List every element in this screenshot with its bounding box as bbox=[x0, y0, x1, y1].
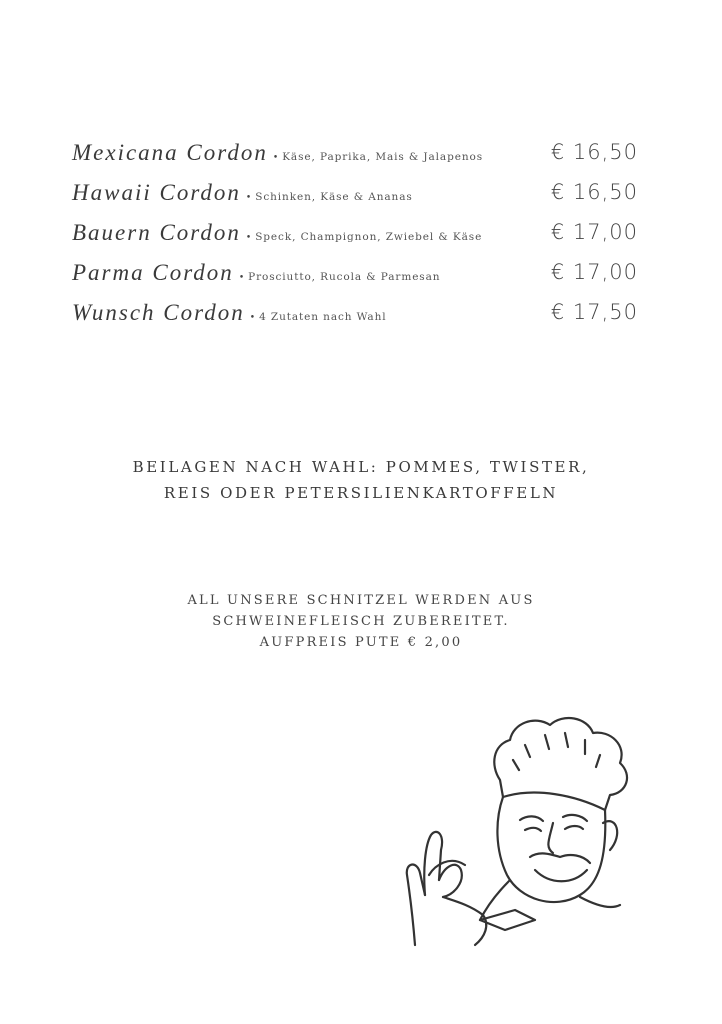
note-line: ALL UNSERE SCHNITZEL WERDEN AUS bbox=[187, 593, 535, 608]
menu-item bbox=[72, 180, 638, 220]
item-price: € 17,00 bbox=[550, 260, 638, 284]
item-price: € 17,50 bbox=[550, 300, 638, 324]
item-name: Parma Cordon bbox=[72, 260, 234, 285]
bullet: • bbox=[245, 193, 252, 203]
menu-list bbox=[72, 140, 638, 340]
bullet: • bbox=[245, 233, 252, 243]
item-description: Käse, Paprika, Mais & Jalapenos bbox=[282, 151, 483, 163]
item-price: € 16,50 bbox=[550, 180, 638, 204]
chef-illustration bbox=[395, 705, 645, 955]
bullet: • bbox=[238, 273, 245, 283]
bullet: • bbox=[249, 313, 256, 323]
item-name: Mexicana Cordon bbox=[72, 140, 268, 165]
item-description: 4 Zutaten nach Wahl bbox=[259, 311, 387, 323]
bullet: • bbox=[272, 153, 279, 163]
item-price: € 16,50 bbox=[550, 140, 638, 164]
side-dishes-note bbox=[0, 454, 722, 506]
item-name: Bauern Cordon bbox=[72, 220, 241, 245]
note-line: AUFPREIS PUTE € 2,00 bbox=[259, 635, 463, 650]
item-description: Prosciutto, Rucola & Parmesan bbox=[248, 271, 441, 283]
item-description: Speck, Champignon, Zwiebel & Käse bbox=[255, 231, 483, 243]
menu-item bbox=[72, 300, 638, 340]
menu-item bbox=[72, 260, 638, 300]
sides-line: BEILAGEN NACH WAHL: POMMES, TWISTER, bbox=[132, 458, 590, 476]
item-name: Wunsch Cordon bbox=[72, 300, 245, 325]
menu-item bbox=[72, 220, 638, 260]
item-price: € 17,00 bbox=[550, 220, 638, 244]
sides-line: REIS ODER PETERSILIENKARTOFFELN bbox=[163, 484, 559, 502]
meat-note bbox=[0, 590, 722, 653]
item-description: Schinken, Käse & Ananas bbox=[255, 191, 413, 203]
item-name: Hawaii Cordon bbox=[72, 180, 241, 205]
menu-item bbox=[72, 140, 638, 180]
note-line: SCHWEINEFLEISCH ZUBEREITET. bbox=[212, 614, 510, 629]
